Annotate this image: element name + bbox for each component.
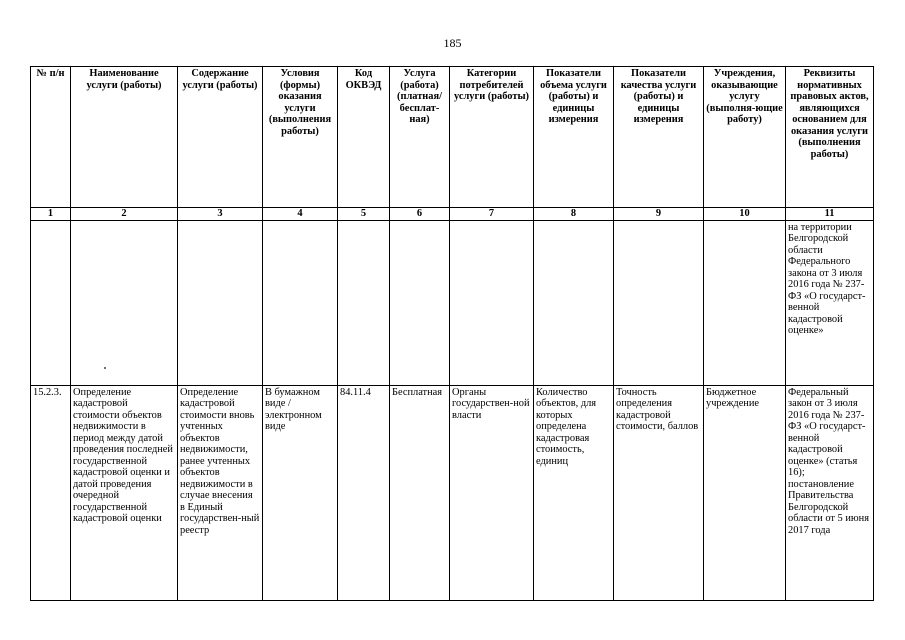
empty-cell (71, 220, 178, 385)
empty-cell (614, 220, 704, 385)
empty-cell (338, 220, 390, 385)
column-number: 5 (338, 208, 390, 221)
column-number-row (31, 208, 874, 221)
volume-indicator: Количество объектов, для которых определена кадастровая стоимость, единиц (534, 385, 614, 600)
column-number: 1 (31, 208, 71, 221)
empty-cell (450, 220, 534, 385)
continuation-row (31, 220, 874, 385)
table-row (31, 385, 874, 600)
header-cell: Содержание услуги (работы) (178, 67, 263, 208)
header-cell: Категории потребителей услуги (работы) (450, 67, 534, 208)
empty-cell (31, 220, 71, 385)
empty-cell (534, 220, 614, 385)
service-name: Определение кадастровой стоимости объектов недвижимости в период между датой проведения последней государственной кадастровой оценки и датой проведения очередной государственной кадастровой оценки (71, 385, 178, 600)
row-number: 15.2.3. (31, 385, 71, 600)
page-number: 185 (443, 36, 462, 50)
header-cell: Реквизиты нормативных правовых актов, являющихся основанием для оказания услуги (выполнения работы) (786, 67, 874, 208)
column-number: 11 (786, 208, 874, 221)
empty-cell (390, 220, 450, 385)
header-cell: Учреждения, оказывающие услугу (выполня-ющие работу) (704, 67, 786, 208)
column-number: 4 (263, 208, 338, 221)
column-number: 10 (704, 208, 786, 221)
column-number: 3 (178, 208, 263, 221)
quality-indicator: Точность определения кадастровой стоимости, баллов (614, 385, 704, 600)
column-number: 6 (390, 208, 450, 221)
empty-cell (704, 220, 786, 385)
empty-cell (263, 220, 338, 385)
okved-code: 84.11.4 (338, 385, 390, 600)
column-number: 8 (534, 208, 614, 221)
column-number: 2 (71, 208, 178, 221)
header-cell: № п/н (31, 67, 71, 208)
column-number: 9 (614, 208, 704, 221)
services-table (30, 66, 874, 601)
service-content: Определение кадастровой стоимости вновь учтенных объектов недвижимости, ранее учтенных объектов недвижимости в случае внесения в Единый государствен-ный реестр (178, 385, 263, 600)
legal-basis: Федеральный закон от 3 июля 2016 года № 237-ФЗ «О государст-венной кадастровой оценке» (статья 16); постановление Правительства Белгородской области от 5 июня 2017 года (786, 385, 874, 600)
header-row (31, 67, 874, 208)
consumer-category: Органы государствен-ной власти (450, 385, 534, 600)
service-form: В бумажном виде / электронном виде (263, 385, 338, 600)
header-cell: Условия (формы) оказания услуги (выполнения работы) (263, 67, 338, 208)
header-cell: Услуга (работа) (платная/ бесплат-ная) (390, 67, 450, 208)
scan-speck (104, 367, 106, 369)
header-cell: Код ОКВЭД (338, 67, 390, 208)
institution: Бюджетное учреждение (704, 385, 786, 600)
header-cell: Наименование услуги (работы) (71, 67, 178, 208)
column-number: 7 (450, 208, 534, 221)
header-cell: Показатели объема услуги (работы) и единицы измерения (534, 67, 614, 208)
paid-status: Бесплатная (390, 385, 450, 600)
header-cell: Показатели качества услуги (работы) и единицы измерения (614, 67, 704, 208)
legal-basis-continuation: на территории Белгородской области Федерального закона от 3 июля 2016 года № 237-ФЗ «О государст-венной кадастровой оценке» (786, 220, 874, 385)
empty-cell (178, 220, 263, 385)
